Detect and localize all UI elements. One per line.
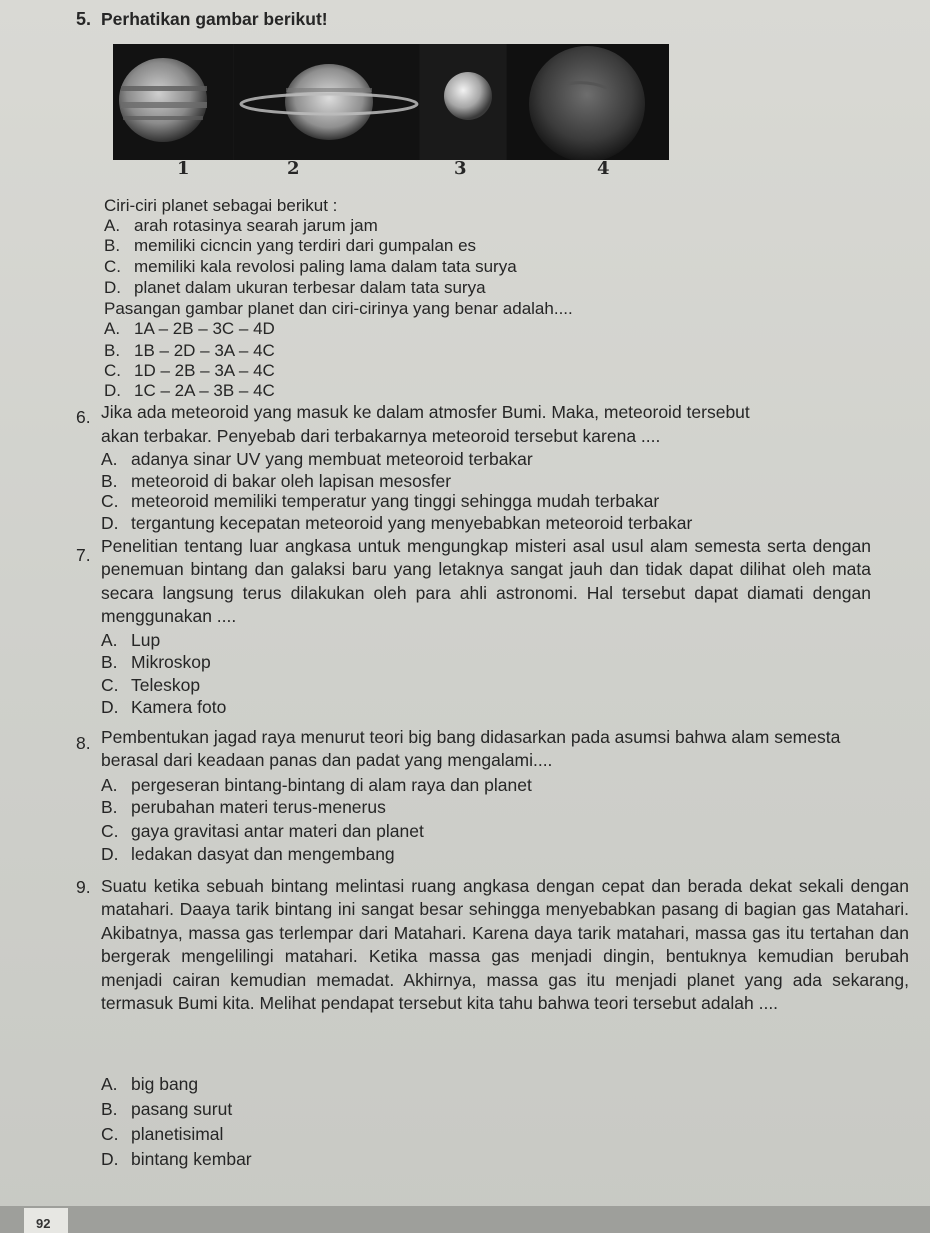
image-label-1: 1 [177, 158, 190, 179]
q5-question: Pasangan gambar planet dan ciri-cirinya yang benar adalah.... [104, 299, 573, 318]
trait-letter: B. [104, 236, 121, 255]
option-letter: A. [104, 319, 121, 338]
q5-trait-c [104, 257, 517, 277]
saturn-image [234, 44, 419, 160]
q5-option-c[interactable] [104, 361, 275, 381]
q6-option-d[interactable] [101, 513, 692, 533]
q5-number: 5. [76, 9, 92, 29]
q5-trait-a [104, 216, 378, 236]
jupiter-image [113, 44, 233, 160]
q5-option-a[interactable] [104, 319, 275, 339]
q5-trait-d [104, 278, 486, 298]
image-label-4: 4 [597, 158, 610, 179]
q7-option-c[interactable] [101, 675, 200, 695]
option-text: Lup [131, 630, 161, 650]
q9-option-b[interactable] [101, 1099, 232, 1119]
option-text: 1C – 2A – 3B – 4C [134, 381, 275, 400]
q8-option-d[interactable] [101, 844, 395, 864]
q6-text-line-1: Jika ada meteoroid yang masuk ke dalam atmosfer Bumi. Maka, meteoroid tersebut [101, 402, 750, 422]
q6-option-b[interactable] [101, 471, 451, 491]
option-letter: C. [104, 361, 121, 380]
image-label-2: 2 [287, 158, 300, 179]
option-text: meteoroid di bakar oleh lapisan mesosfer [131, 471, 452, 491]
trait-letter: D. [104, 278, 121, 297]
option-letter: B. [104, 341, 121, 360]
option-letter: C. [101, 1124, 119, 1144]
planet-photo-1 [113, 44, 233, 160]
option-text: 1A – 2B – 3C – 4D [134, 319, 275, 338]
option-letter: D. [101, 1149, 119, 1169]
option-text: tergantung kecepatan meteoroid yang menyebabkan meteoroid terbakar [131, 513, 693, 533]
planet-photo-strip [113, 44, 669, 160]
q8-number: 8. [76, 733, 91, 753]
q5-trait-b [104, 236, 476, 256]
option-letter: D. [101, 513, 119, 533]
q5-intro: Ciri-ciri planet sebagai berikut : [104, 196, 338, 215]
q5-option-d[interactable] [104, 381, 275, 401]
option-text: meteoroid memiliki temperatur yang tinggi sehingga mudah terbakar [131, 491, 660, 511]
q5-prompt: Perhatikan gambar berikut! [101, 9, 328, 29]
option-text: Kamera foto [131, 697, 227, 717]
small-planet-image [420, 44, 506, 160]
q7-option-d[interactable] [101, 697, 226, 717]
trait-text: arah rotasinya searah jarum jam [134, 216, 378, 235]
option-letter: C. [101, 491, 119, 511]
q6-option-a[interactable] [101, 449, 533, 469]
q7-number: 7. [76, 545, 91, 565]
q9-option-c[interactable] [101, 1124, 223, 1144]
page-bottom-band [0, 1206, 930, 1233]
option-letter: D. [101, 844, 119, 864]
planet-photo-4 [507, 44, 669, 160]
q6-text-line-2: akan terbakar. Penyebab dari terbakarnya meteoroid tersebut karena .... [101, 426, 661, 446]
trait-letter: C. [104, 257, 121, 276]
q7-option-a[interactable] [101, 630, 160, 650]
option-text: planetisimal [131, 1124, 224, 1144]
q9-option-d[interactable] [101, 1149, 252, 1169]
option-text: Teleskop [131, 675, 201, 695]
option-letter: D. [101, 697, 119, 717]
option-letter: A. [101, 630, 118, 650]
trait-text: planet dalam ukuran terbesar dalam tata surya [134, 278, 486, 297]
option-letter: A. [101, 449, 118, 469]
trait-letter: A. [104, 216, 121, 235]
q9-text: Suatu ketika sebuah bintang melintasi ruang angkasa dengan cepat dan berada dekat sekali dengan matahari. Daaya tarik bintang ini sangat besar sehingga menyebabkan pasang di bagian gas Matahari. Akibatnya, massa gas terlempar dari Matahari. Karena daya tarik matahari, massa gas itu tertahan dan bergerak mengelilingi matahari. Ketika massa gas menjadi dingin, bentuknya kemudian berubah menjadi cairan kemudian memadat. Akhirnya, massa gas itu menjadi planet yang ada sekarang, termasuk Bumi kita. Melihat pendapat tersebut kita tahu bahwa teori tersebut adalah .... [101, 876, 909, 1014]
q5-option-b[interactable] [104, 341, 275, 361]
option-letter: A. [101, 775, 118, 795]
q8-option-c[interactable] [101, 821, 424, 841]
option-letter: B. [101, 471, 118, 491]
large-planet-image [507, 44, 669, 160]
q7-text: Penelitian tentang luar angkasa untuk mengungkap misteri asal usul alam semesta serta dengan penemuan bintang dan galaksi baru yang letaknya sangat jauh dan tidak dapat dilihat oleh mata secara langsung terus dilakukan oleh para ahli astronomi. Hal tersebut dapat diamati dengan menggunakan .... [101, 536, 871, 627]
q8-option-a[interactable] [101, 775, 532, 795]
option-text: perubahan materi terus-menerus [131, 797, 386, 817]
planet-photo-2 [234, 44, 419, 160]
option-text: gaya gravitasi antar materi dan planet [131, 821, 424, 841]
option-text: pergeseran bintang-bintang di alam raya dan planet [131, 775, 532, 795]
option-text: big bang [131, 1074, 199, 1094]
q9-number: 9. [76, 877, 91, 897]
q8-text: Pembentukan jagad raya menurut teori big bang didasarkan pada asumsi bahwa alam semesta berasal dari keadaan panas dan padat yang mengalami.... [101, 727, 841, 771]
option-letter: B. [101, 652, 118, 672]
q6-number: 6. [76, 407, 91, 427]
page-number: 92 [24, 1208, 68, 1233]
option-letter: C. [101, 821, 119, 841]
option-letter: D. [104, 381, 121, 400]
q8-option-b[interactable] [101, 797, 386, 817]
option-text: adanya sinar UV yang membuat meteoroid terbakar [131, 449, 533, 469]
planet-photo-3 [420, 44, 506, 160]
trait-text: memiliki kala revolosi paling lama dalam tata surya [134, 257, 517, 276]
option-text: ledakan dasyat dan mengembang [131, 844, 395, 864]
option-letter: B. [101, 1099, 118, 1119]
option-text: 1B – 2D – 3A – 4C [134, 341, 275, 360]
trait-text: memiliki cicncin yang terdiri dari gumpalan es [134, 236, 477, 255]
q6-option-c[interactable] [101, 491, 659, 511]
q9-option-a[interactable] [101, 1074, 198, 1094]
option-text: 1D – 2B – 3A – 4C [134, 361, 275, 380]
option-letter: A. [101, 1074, 118, 1094]
q7-option-b[interactable] [101, 652, 211, 672]
option-letter: C. [101, 675, 119, 695]
image-label-3: 3 [454, 158, 467, 179]
option-text: pasang surut [131, 1099, 233, 1119]
option-letter: B. [101, 797, 118, 817]
option-text: bintang kembar [131, 1149, 252, 1169]
option-text: Mikroskop [131, 652, 211, 672]
